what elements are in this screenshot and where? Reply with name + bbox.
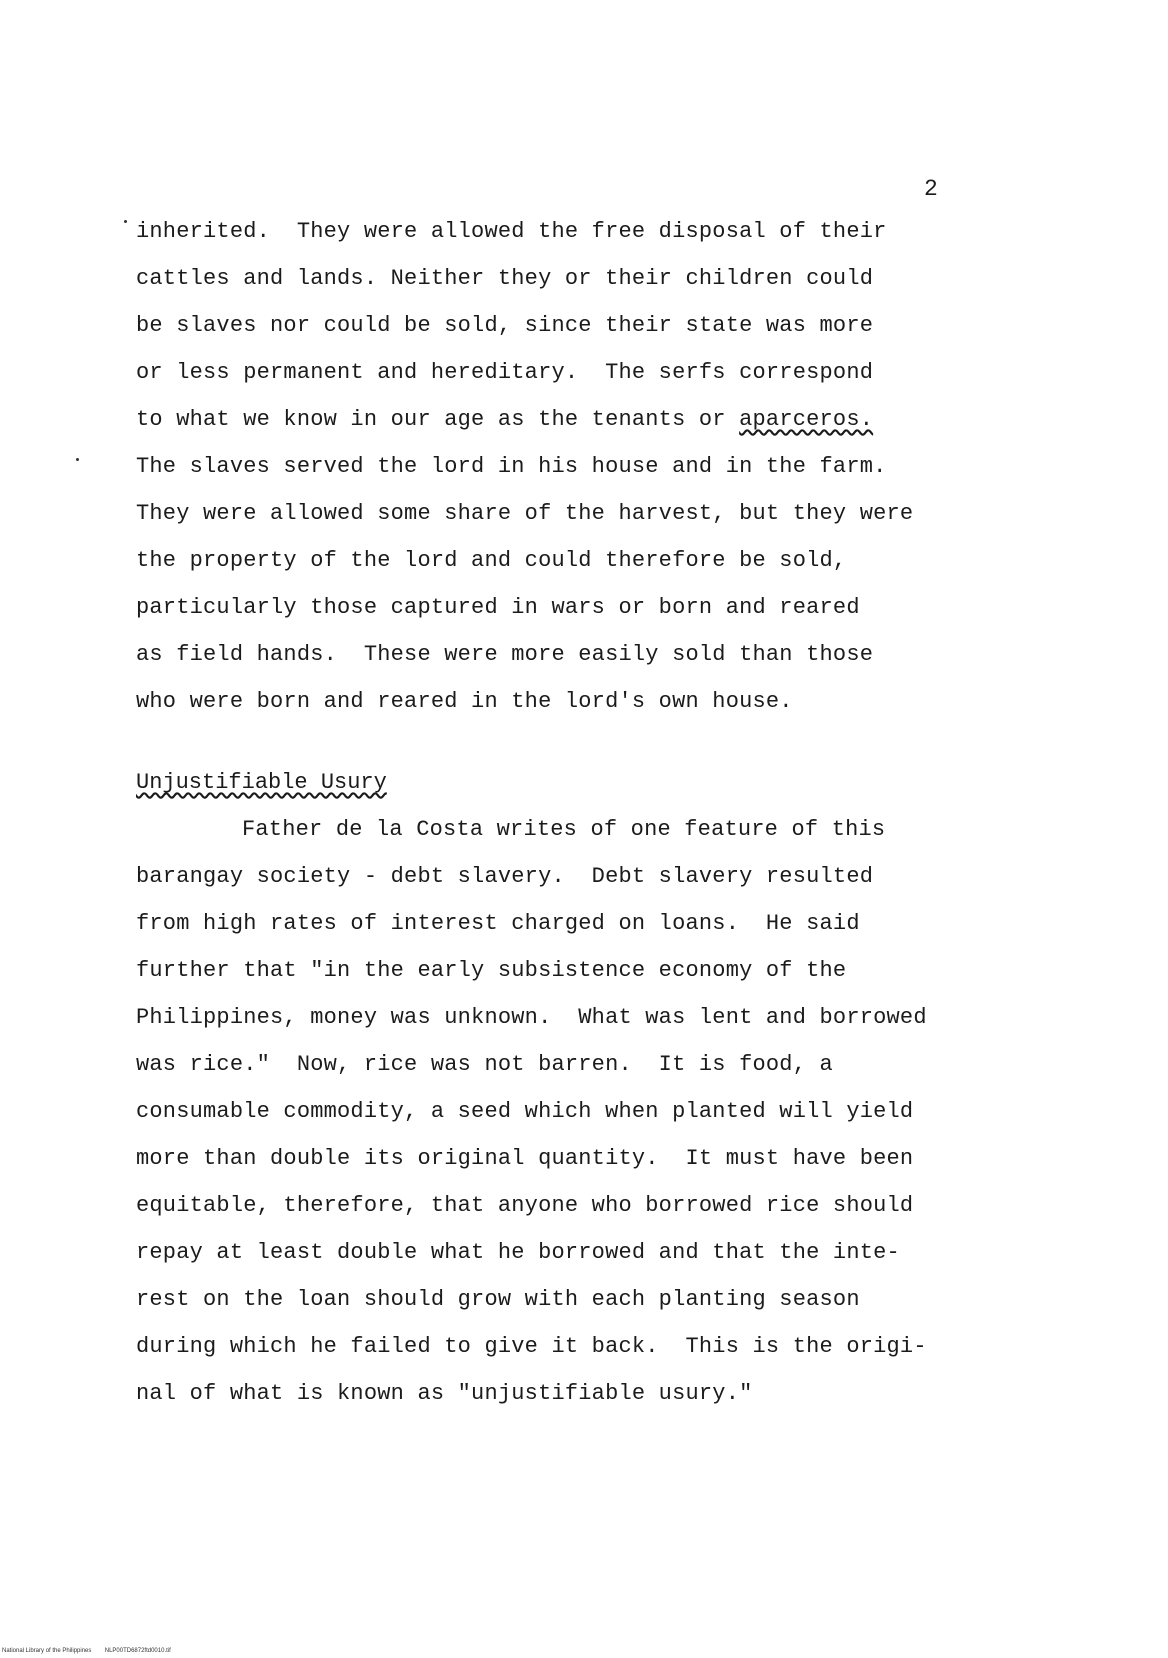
scan-speck <box>76 458 79 461</box>
body-line: nal of what is known as "unjustifiable usury." <box>136 1381 753 1406</box>
body-line: was rice." Now, rice was not barren. It is food, a <box>136 1052 833 1077</box>
underlined-term: aparceros. <box>739 407 874 432</box>
body-line: or less permanent and hereditary. The serfs correspond <box>136 360 874 385</box>
body-line: consumable commodity, a seed which when planted will yield <box>136 1099 914 1124</box>
footer-library: National Library of the Philippines <box>2 1648 92 1654</box>
scan-footer <box>2 1648 171 1654</box>
footer-file: NLP00TD6872ftd0010.tif <box>104 1648 171 1654</box>
body-line: as field hands. These were more easily sold than those <box>136 642 874 667</box>
body-line: barangay society - debt slavery. Debt slavery resulted <box>136 864 874 889</box>
body-line: The slaves served the lord in his house and in the farm. <box>136 454 887 479</box>
document-body <box>136 208 1036 1417</box>
body-line: more than double its original quantity. It must have been <box>136 1146 914 1171</box>
section-heading: Unjustifiable Usury <box>136 770 387 795</box>
body-line: Father de la Costa writes of one feature of this <box>242 817 886 842</box>
body-line: from high rates of interest charged on loans. He said <box>136 911 860 936</box>
body-line: They were allowed some share of the harvest, but they were <box>136 501 914 526</box>
page-number: 2 <box>924 176 938 202</box>
body-line: Philippines, money was unknown. What was lent and borrowed <box>136 1005 927 1030</box>
body-line: who were born and reared in the lord's own house. <box>136 689 793 714</box>
body-line <box>136 396 1036 443</box>
body-line: be slaves nor could be sold, since their state was more <box>136 313 874 338</box>
scan-speck <box>124 220 127 223</box>
body-line: the property of the lord and could therefore be sold, <box>136 548 847 573</box>
body-line: rest on the loan should grow with each planting season <box>136 1287 860 1312</box>
body-line: repay at least double what he borrowed and that the inte- <box>136 1240 900 1265</box>
body-line-text: to what we know in our age as the tenants or <box>136 407 740 432</box>
body-line: inherited. They were allowed the free disposal of their <box>136 219 887 244</box>
body-line: further that "in the early subsistence economy of the <box>136 958 847 983</box>
body-line: equitable, therefore, that anyone who borrowed rice should <box>136 1193 914 1218</box>
body-line: during which he failed to give it back. This is the origi- <box>136 1334 927 1359</box>
body-line: cattles and lands. Neither they or their children could <box>136 266 874 291</box>
body-line: particularly those captured in wars or born and reared <box>136 595 860 620</box>
